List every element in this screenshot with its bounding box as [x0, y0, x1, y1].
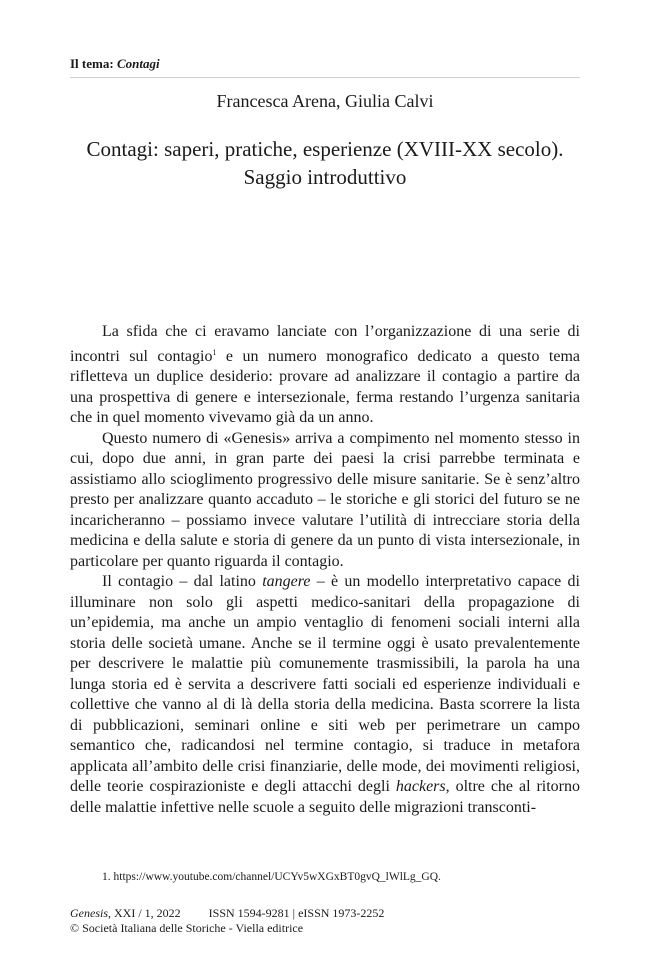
journal-citation [70, 906, 384, 921]
article-title [70, 135, 580, 191]
footnote-reference-1: 1 [212, 347, 217, 357]
paragraph-1-text-a: La sfida che ci eravamo lanciate con l’organizzazione di una serie di incontri sul contagio [70, 323, 580, 365]
paragraph-1-text-b: e un numero monografico dedicato a questo tema rifletteva un duplice desiderio: provare ad analizzare il contagio a partire da una prospettiva di genere e intersezionale, ferma restando l’urgenza sanitaria che in quel momento vivevamo già da un anno. [70, 347, 581, 426]
paragraph-3-text-b: – è un modello interpretativo capace di illuminare non solo gli aspetti medico-sanitari della propagazione di un’epidemia, ma anche un ampio ventaglio di fenomeni sociali interni alla storia delle società umane. Anche se il termine oggi è usato prevalentemente per descrivere le malattie più comunemente trasmissibili, la parola ha una lunga storia ed è servita a descrivere fatti sociali ed esperienze individuali e collettive che vanno al di là della storia della medicina. Basta scorrere la lista di pubblicazioni, seminari online e siti web per perimetrare un campo semantico che, radicandosi nel termine contagio, si traduce in metafora applicata all’ambito delle crisi finanziarie, delle mode, dei movimenti religiosi, delle teorie cospirazioniste e degli attacchi degli [70, 573, 580, 795]
body-paragraph-1 [70, 322, 580, 429]
article-authors: Francesca Arena, Giulia Calvi [216, 91, 434, 111]
term-hackers: hackers [395, 778, 446, 795]
footnote-1: 1. https://www.youtube.com/channel/UCYv5wXGxBT0gvQ_lWlLg_GQ. [102, 871, 441, 883]
journal-issue: , XXI / 1, 2022 [108, 906, 181, 920]
article-title-line-1: Contagi: saperi, pratiche, esperienze (XVIII-XX secolo). [86, 137, 564, 161]
running-head-prefix: Il tema: [70, 56, 117, 71]
running-head-theme: Contagi [116, 56, 160, 71]
paragraph-3-text-a: Il contagio – dal latino [102, 573, 263, 590]
page-footer [70, 906, 384, 936]
journal-issn: ISSN 1594-9281 | eISSN 1973-2252 [208, 906, 385, 920]
body-paragraph-2: Questo numero di «Genesis» arriva a compimento nel momento stesso in cui, dopo due anni, in gran parte dei paesi la crisi parrebbe terminata e assistiamo allo scioglimento progressivo delle misure sanitarie. Se è senz’altro presto per analizzare quanto accaduto – le storiche e gli storici del futuro se ne incaricheranno – possiamo invece valutare l’utilità di intrecciare storia della medicina e della salute e storia di genere da un punto di vista intersezionale, in particolare per quanto riguarda il contagio. [70, 429, 580, 570]
article-body [70, 322, 580, 818]
body-paragraph-3 [70, 572, 580, 818]
term-tangere: tangere [262, 573, 311, 590]
journal-name: Genesis [70, 906, 108, 920]
article-title-line-2: Saggio introduttivo [243, 165, 407, 189]
header-divider [70, 77, 580, 78]
copyright-line: © Società Italiana delle Storiche - Viella editrice [70, 921, 304, 935]
paragraph-3-text-c: , oltre che al ritorno delle malattie infettive nelle scuole a seguito delle migrazioni transconti- [70, 778, 581, 816]
running-head [70, 56, 160, 72]
